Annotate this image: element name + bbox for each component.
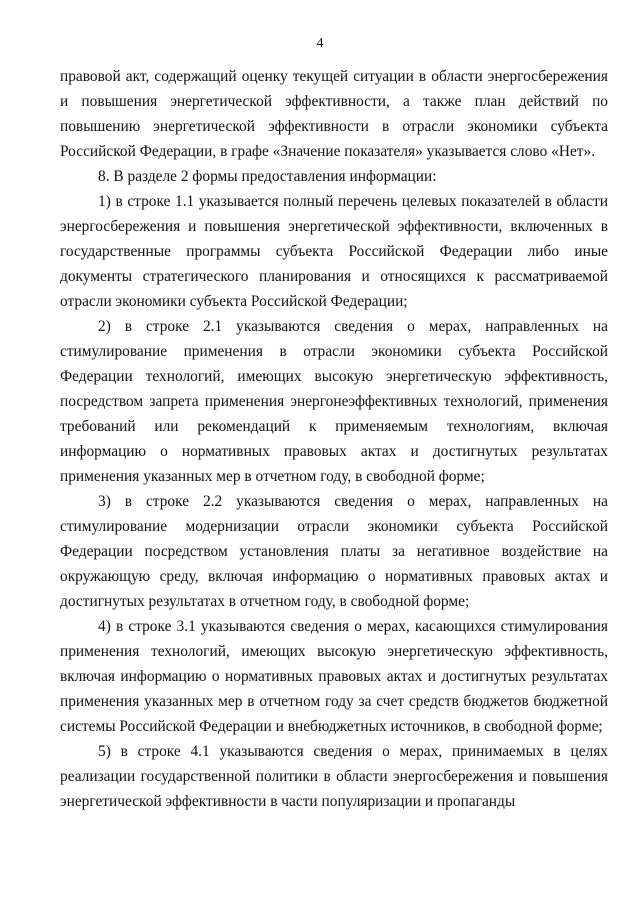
- page-number: 4: [316, 36, 324, 51]
- paragraph-section-8: 8. В разделе 2 формы предоставления информации:: [98, 168, 437, 185]
- document-body: [60, 64, 608, 814]
- paragraph-item-3: 3) в строке 2.2 указываются сведения о мерах, направленных на стимулирование модернизации отрасли экономики субъекта Российской Федерации посредством установления платы за негативное воздействие на окружающую среду, включая информацию о нормативных правовых актах и достигнутых результатах в отчетном году, в свободной форме;: [60, 493, 608, 610]
- paragraph-item-4: 4) в строке 3.1 указываются сведения о мерах, касающихся стимулирования применения технологий, имеющих высокую энергетическую эффективность, включая информацию о нормативных правовых актах и достигнутых результатах применения указанных мер в отчетном году за счет средств бюджетов бюджетной системы Российской Федерации и внебюджетных источников, в свободной форме;: [60, 618, 608, 735]
- paragraph-continuation: правовой акт, содержащий оценку текущей ситуации в области энергосбережения и повышения энергетической эффективности, а также план действий по повышению энергетической эффективности в отрасли экономики субъекта Российской Федерации, в графе «Значение показателя» указывается слово «Нет».: [60, 68, 608, 160]
- paragraph-item-2: 2) в строке 2.1 указываются сведения о мерах, направленных на стимулирование применения в отрасли экономики субъекта Российской Федерации технологий, имеющих высокую энергетическую эффективность, посредством запрета применения энергонеэффективных технологий, применения требований или рекомендаций к применяемым технологиям, включая информацию о нормативных правовых актах и достигнутых результатах применения указанных мер в отчетном году, в свободной форме;: [60, 318, 608, 485]
- paragraph-item-1: 1) в строке 1.1 указывается полный перечень целевых показателей в области энергосбережения и повышения энергетической эффективности, включенных в государственные программы субъекта Российской Федерации либо иные документы стратегического планирования и относящихся к рассматриваемой отрасли экономики субъекта Российской Федерации;: [60, 193, 608, 310]
- paragraph-item-5: 5) в строке 4.1 указываются сведения о мерах, принимаемых в целях реализации государственной политики в области энергосбережения и повышения энергетической эффективности в части популяризации и пропаганды: [60, 743, 608, 810]
